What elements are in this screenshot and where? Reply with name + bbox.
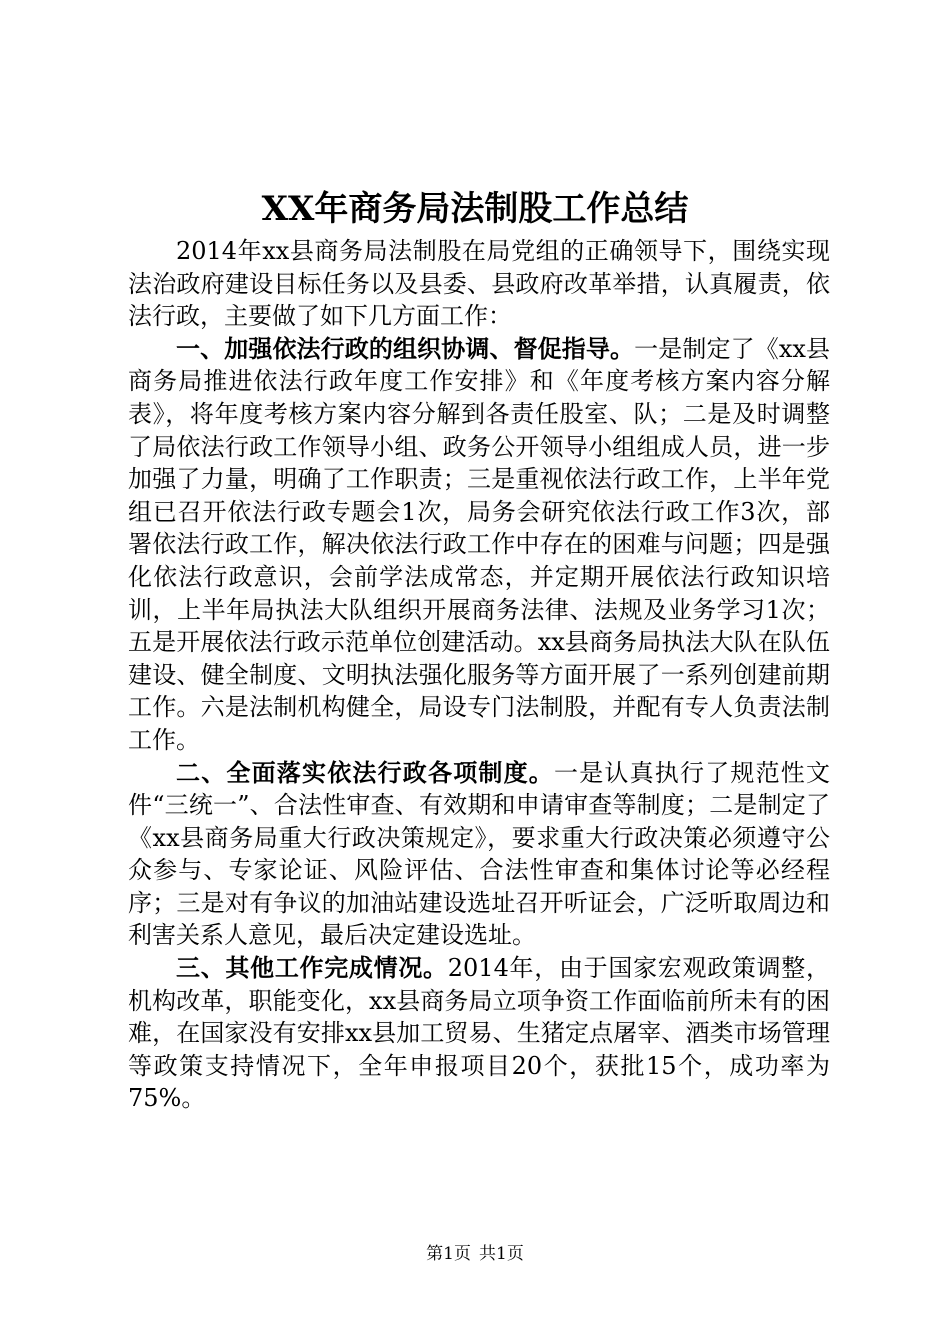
page-total: 共1页: [479, 1244, 524, 1264]
paragraph-text: 一是认真执行了规范性文件“三统一”、合法性审查、有效期和申请审查等制度；二是制定了《xx县商务局重大行政决策规定》，要求重大行政决策必须遵守公众参与、专家论证、风险评估、合法性审查和集体讨论等必经程序；三是对有争议的加油站建设选址召开听证会，广泛听取周边和利害关系人意见，最后决定建设选址。: [128, 758, 830, 950]
page-footer: [0, 1242, 950, 1266]
section-three-paragraph: [128, 952, 830, 1115]
section-three-heading: 三、其他工作完成情况。: [176, 953, 448, 983]
section-two-paragraph: [128, 757, 830, 953]
page-number: 第1页: [426, 1244, 471, 1264]
section-one-heading: 一、加强依法行政的组织协调、督促指导。: [176, 333, 635, 363]
paragraph-text: 一是制定了《xx县商务局推进依法行政年度工作安排》和《年度考核方案内容分解表》，将年度考核方案内容分解到各责任股室、队；二是及时调整了局依法行政工作领导小组、政务公开领导小组组成人员，进一步加强了力量，明确了工作职责；三是重视依法行政工作，上半年党组已召开依法行政专题会1次，局务会研究依法行政工作3次，部署依法行政工作，解决依法行政工作中存在的困难与问题；四是强化依法行政意识，会前学法成常态，并定期开展依法行政知识培训，上半年局执法大队组织开展商务法律、法规及业务学习1次；五是开展依法行政示范单位创建活动。xx县商务局执法大队在队伍建设、健全制度、文明执法强化服务等方面开展了一系列创建前期工作。六是法制机构健全，局设专门法制股，并配有专人负责法制工作。: [128, 334, 830, 754]
document-title: XX年商务局法制股工作总结: [261, 189, 689, 229]
document-body: [128, 235, 830, 1115]
section-two-heading: 二、全面落实依法行政各项制度。: [176, 757, 554, 787]
paragraph-text: 2014年，由于国家宏观政策调整，机构改革，职能变化，xx县商务局立项争资工作面临前所未有的困难，在国家没有安排xx县加工贸易、生猪定点屠宰、酒类市场管理等政策支持情况下，全年申报项目20个，获批15个，成功率为75%。: [128, 954, 831, 1113]
paragraph-text: 2014年xx县商务局法制股在局党组的正确领导下，围绕实现法治政府建设目标任务以及县委、县政府改革举措，认真履责，依法行政，主要做了如下几方面工作：: [128, 237, 830, 331]
intro-paragraph: [128, 235, 830, 333]
section-one-paragraph: [128, 333, 830, 757]
